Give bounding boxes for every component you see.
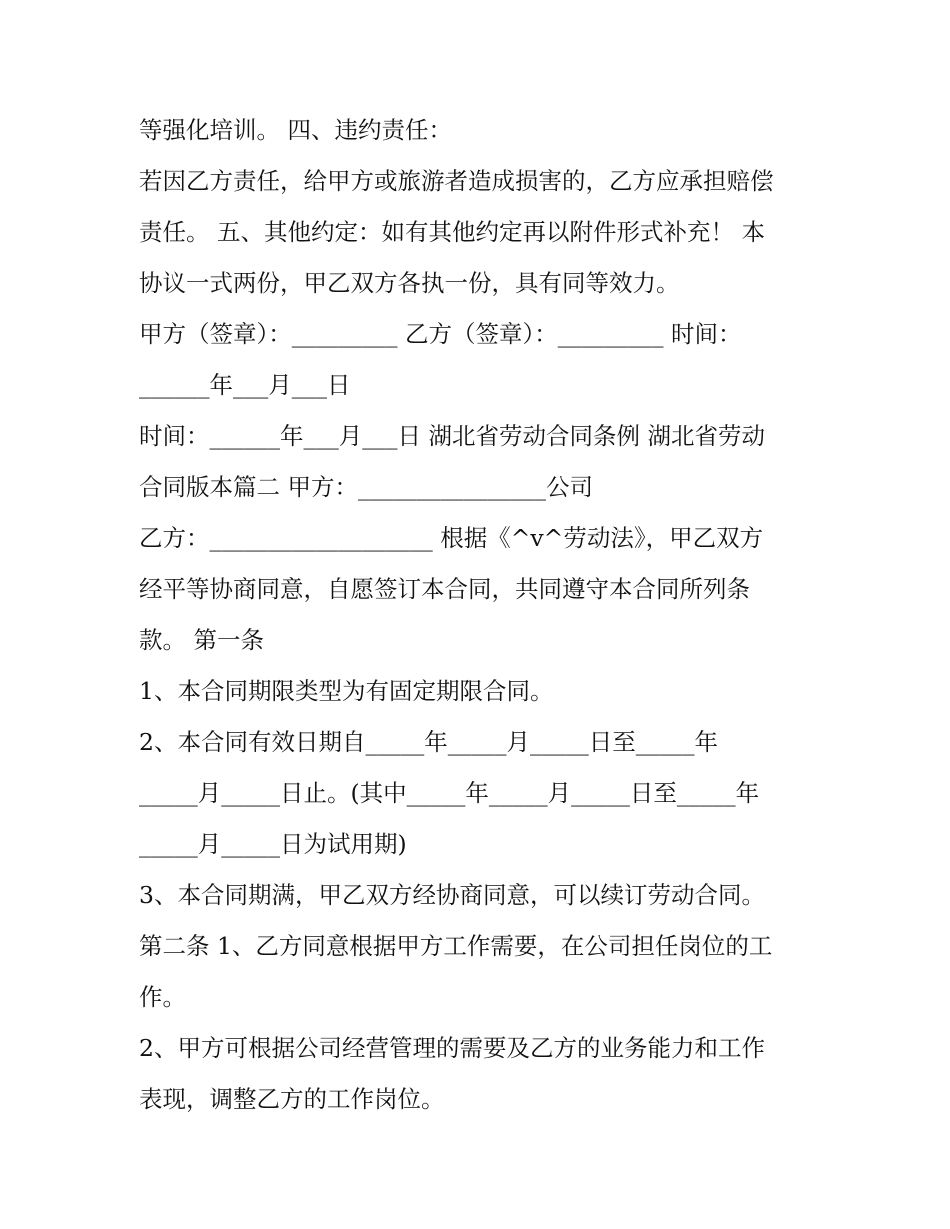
document-body [139, 105, 829, 1125]
clause-line: _____月_____日止。(其中_____年_____月_____日至_____年 [139, 779, 760, 807]
text-line: 等强化培训。 四、违约责任： [139, 116, 452, 144]
text-line: 责任。 五、其他约定：如有其他约定再以附件形式补充！ 本 [139, 218, 765, 246]
text-line: 若因乙方责任，给甲方或旅游者造成损害的，乙方应承担赔偿 [139, 167, 774, 195]
text-line: 合同版本篇二 甲方：________________公司 [139, 473, 593, 501]
signature-line: 甲方（签章）：_________ 乙方（签章）：_________ 时间： [139, 320, 742, 348]
text-line: 经平等协商同意，自愿签订本合同，共同遵守本合同所列条 [139, 575, 750, 603]
clause-line: 作。 [139, 983, 186, 1011]
date-line: ______年___月___日 [139, 371, 351, 399]
clause-line: 第二条 1、乙方同意根据甲方工作需要，在公司担任岗位的工 [139, 932, 773, 960]
clause-line: 3、本合同期满，甲乙双方经协商同意，可以续订劳动合同。 [139, 881, 765, 909]
article-heading: 款。 第一条 [139, 626, 264, 654]
clause-line: 2、本合同有效日期自_____年_____月_____日至_____年 [139, 728, 718, 756]
text-line: 时间：______年___月___日 湖北省劳动合同条例 湖北省劳动 [139, 422, 765, 450]
clause-line: 表现，调整乙方的工作岗位。 [139, 1085, 445, 1113]
text-line: 协议一式两份，甲乙双方各执一份，具有同等效力。 [139, 269, 680, 297]
clause-line: 1、本合同期限类型为有固定期限合同。 [139, 677, 554, 705]
clause-line: 2、甲方可根据公司经营管理的需要及乙方的业务能力和工作 [139, 1034, 765, 1062]
text-line: 乙方：___________________ 根据《^v^劳动法》，甲乙双方 [139, 524, 764, 552]
clause-line: _____月_____日为试用期) [139, 830, 407, 858]
